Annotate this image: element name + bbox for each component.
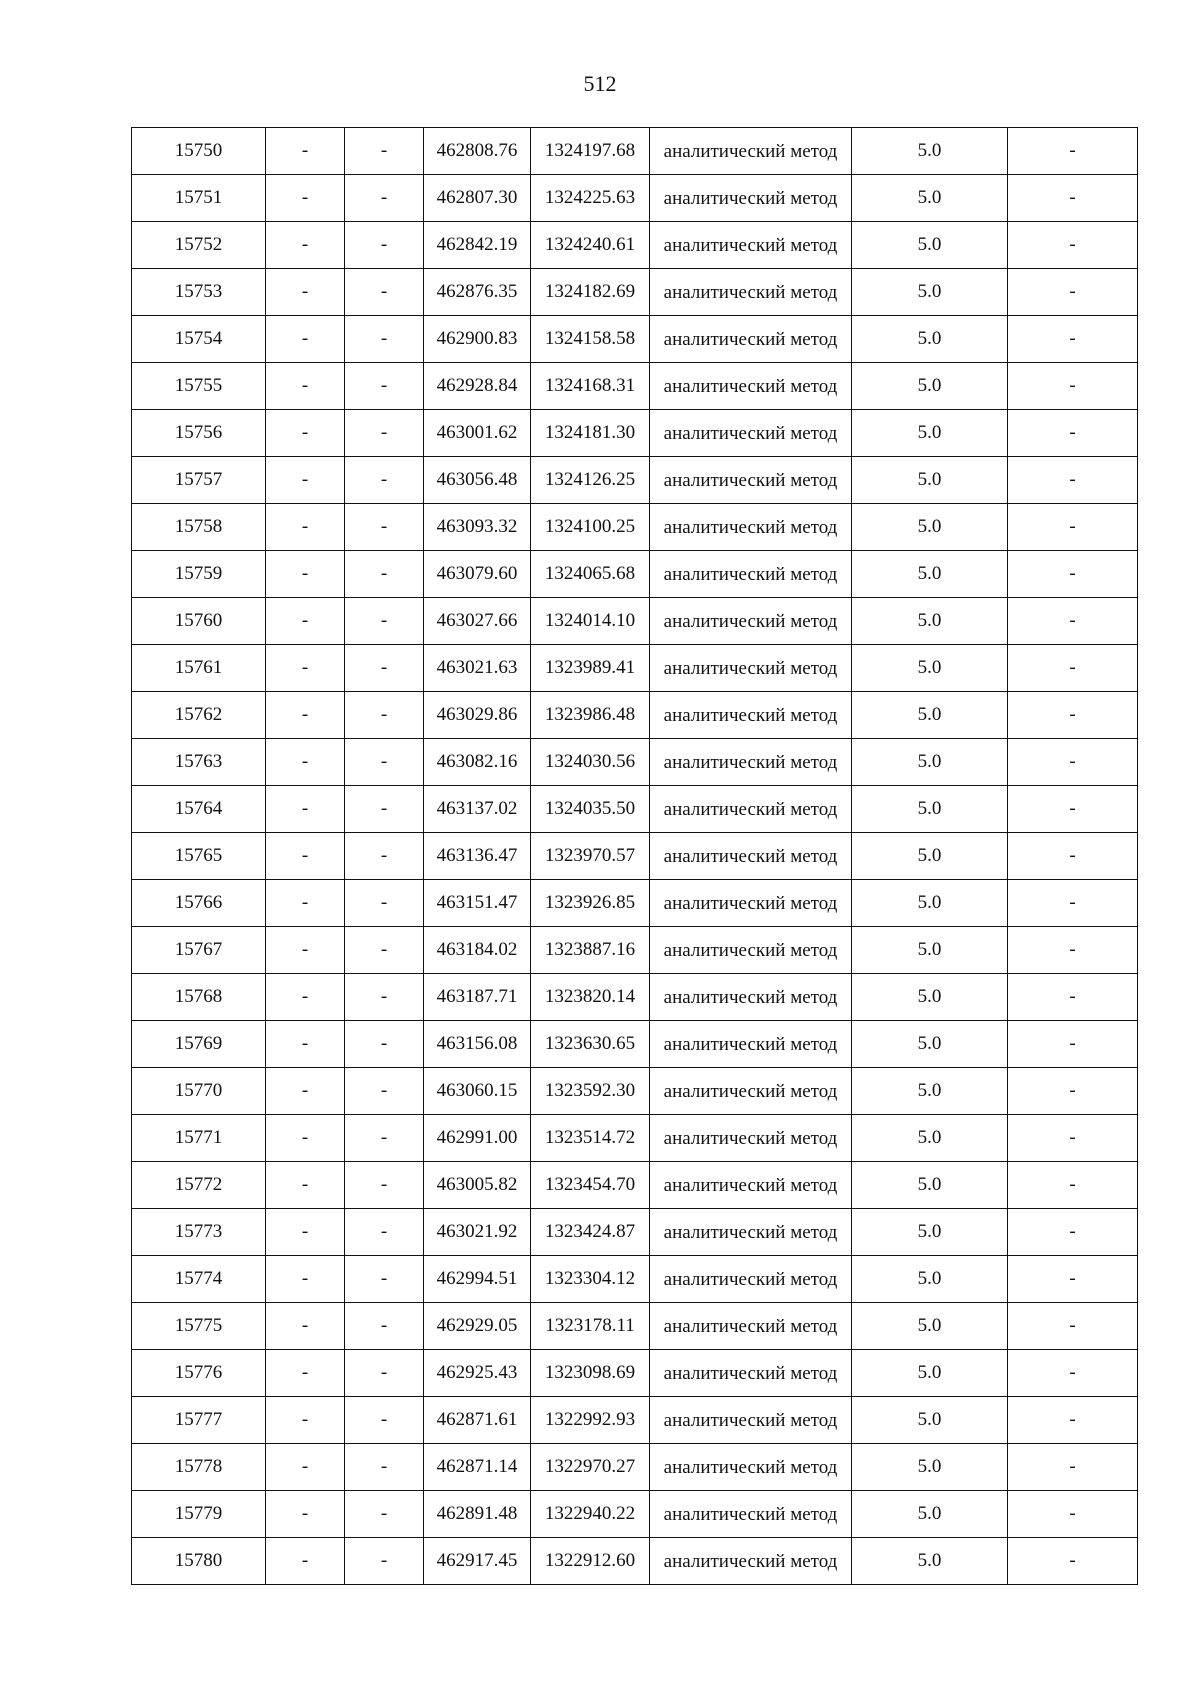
point-number-cell: 15752 (132, 222, 266, 269)
accuracy-cell: 5.0 (852, 504, 1008, 551)
dash-cell-3: - (1008, 363, 1138, 410)
table-row (132, 1491, 1138, 1538)
method-cell: аналитический метод (650, 833, 852, 880)
point-number-cell: 15768 (132, 974, 266, 1021)
dash-cell-1: - (266, 598, 345, 645)
dash-cell-2: - (345, 974, 424, 1021)
dash-cell-3: - (1008, 974, 1138, 1021)
x-coordinate-cell: 462876.35 (424, 269, 531, 316)
dash-cell-1: - (266, 316, 345, 363)
dash-cell-2: - (345, 410, 424, 457)
table-row (132, 222, 1138, 269)
dash-cell-1: - (266, 1397, 345, 1444)
accuracy-cell: 5.0 (852, 1021, 1008, 1068)
accuracy-cell: 5.0 (852, 128, 1008, 175)
method-cell: аналитический метод (650, 1162, 852, 1209)
point-number-cell: 15763 (132, 739, 266, 786)
dash-cell-3: - (1008, 175, 1138, 222)
table-row (132, 786, 1138, 833)
dash-cell-1: - (266, 1021, 345, 1068)
y-coordinate-cell: 1323592.30 (531, 1068, 650, 1115)
accuracy-cell: 5.0 (852, 1538, 1008, 1585)
x-coordinate-cell: 463137.02 (424, 786, 531, 833)
point-number-cell: 15777 (132, 1397, 266, 1444)
dash-cell-2: - (345, 927, 424, 974)
method-cell: аналитический метод (650, 1350, 852, 1397)
dash-cell-1: - (266, 1115, 345, 1162)
dash-cell-3: - (1008, 1491, 1138, 1538)
point-number-cell: 15773 (132, 1209, 266, 1256)
table-row (132, 833, 1138, 880)
table-row (132, 692, 1138, 739)
method-cell: аналитический метод (650, 1209, 852, 1256)
method-cell: аналитический метод (650, 692, 852, 739)
y-coordinate-cell: 1323514.72 (531, 1115, 650, 1162)
accuracy-cell: 5.0 (852, 1350, 1008, 1397)
accuracy-cell: 5.0 (852, 1397, 1008, 1444)
x-coordinate-cell: 462994.51 (424, 1256, 531, 1303)
y-coordinate-cell: 1323424.87 (531, 1209, 650, 1256)
dash-cell-2: - (345, 739, 424, 786)
dash-cell-1: - (266, 410, 345, 457)
point-number-cell: 15762 (132, 692, 266, 739)
dash-cell-1: - (266, 128, 345, 175)
y-coordinate-cell: 1323887.16 (531, 927, 650, 974)
dash-cell-1: - (266, 1162, 345, 1209)
table-row (132, 1538, 1138, 1585)
accuracy-cell: 5.0 (852, 222, 1008, 269)
x-coordinate-cell: 463005.82 (424, 1162, 531, 1209)
x-coordinate-cell: 463184.02 (424, 927, 531, 974)
x-coordinate-cell: 463079.60 (424, 551, 531, 598)
method-cell: аналитический метод (650, 974, 852, 1021)
accuracy-cell: 5.0 (852, 175, 1008, 222)
dash-cell-2: - (345, 1115, 424, 1162)
dash-cell-3: - (1008, 1538, 1138, 1585)
accuracy-cell: 5.0 (852, 1115, 1008, 1162)
method-cell: аналитический метод (650, 222, 852, 269)
accuracy-cell: 5.0 (852, 974, 1008, 1021)
dash-cell-3: - (1008, 128, 1138, 175)
dash-cell-2: - (345, 222, 424, 269)
dash-cell-2: - (345, 504, 424, 551)
dash-cell-2: - (345, 1491, 424, 1538)
dash-cell-2: - (345, 363, 424, 410)
x-coordinate-cell: 463021.92 (424, 1209, 531, 1256)
y-coordinate-cell: 1323178.11 (531, 1303, 650, 1350)
accuracy-cell: 5.0 (852, 1209, 1008, 1256)
y-coordinate-cell: 1323926.85 (531, 880, 650, 927)
dash-cell-1: - (266, 786, 345, 833)
method-cell: аналитический метод (650, 645, 852, 692)
dash-cell-1: - (266, 1303, 345, 1350)
y-coordinate-cell: 1323098.69 (531, 1350, 650, 1397)
dash-cell-2: - (345, 598, 424, 645)
point-number-cell: 15766 (132, 880, 266, 927)
y-coordinate-cell: 1322970.27 (531, 1444, 650, 1491)
method-cell: аналитический метод (650, 1021, 852, 1068)
y-coordinate-cell: 1324168.31 (531, 363, 650, 410)
x-coordinate-cell: 463093.32 (424, 504, 531, 551)
table-row (132, 363, 1138, 410)
x-coordinate-cell: 462929.05 (424, 1303, 531, 1350)
dash-cell-3: - (1008, 880, 1138, 927)
point-number-cell: 15770 (132, 1068, 266, 1115)
method-cell: аналитический метод (650, 551, 852, 598)
table-row (132, 504, 1138, 551)
dash-cell-3: - (1008, 316, 1138, 363)
dash-cell-3: - (1008, 1162, 1138, 1209)
x-coordinate-cell: 463021.63 (424, 645, 531, 692)
y-coordinate-cell: 1322940.22 (531, 1491, 650, 1538)
accuracy-cell: 5.0 (852, 1491, 1008, 1538)
accuracy-cell: 5.0 (852, 598, 1008, 645)
point-number-cell: 15754 (132, 316, 266, 363)
dash-cell-2: - (345, 128, 424, 175)
x-coordinate-cell: 462807.30 (424, 175, 531, 222)
point-number-cell: 15767 (132, 927, 266, 974)
method-cell: аналитический метод (650, 457, 852, 504)
table-row (132, 739, 1138, 786)
x-coordinate-cell: 462928.84 (424, 363, 531, 410)
method-cell: аналитический метод (650, 410, 852, 457)
dash-cell-1: - (266, 692, 345, 739)
dash-cell-1: - (266, 504, 345, 551)
dash-cell-3: - (1008, 269, 1138, 316)
dash-cell-1: - (266, 927, 345, 974)
dash-cell-3: - (1008, 1350, 1138, 1397)
accuracy-cell: 5.0 (852, 1162, 1008, 1209)
table-row (132, 128, 1138, 175)
point-number-cell: 15759 (132, 551, 266, 598)
point-number-cell: 15753 (132, 269, 266, 316)
dash-cell-3: - (1008, 504, 1138, 551)
x-coordinate-cell: 462925.43 (424, 1350, 531, 1397)
accuracy-cell: 5.0 (852, 457, 1008, 504)
dash-cell-3: - (1008, 1021, 1138, 1068)
y-coordinate-cell: 1323820.14 (531, 974, 650, 1021)
accuracy-cell: 5.0 (852, 1303, 1008, 1350)
table-row (132, 1397, 1138, 1444)
accuracy-cell: 5.0 (852, 880, 1008, 927)
x-coordinate-cell: 462871.14 (424, 1444, 531, 1491)
x-coordinate-cell: 463027.66 (424, 598, 531, 645)
x-coordinate-cell: 462900.83 (424, 316, 531, 363)
method-cell: аналитический метод (650, 927, 852, 974)
y-coordinate-cell: 1324197.68 (531, 128, 650, 175)
point-number-cell: 15779 (132, 1491, 266, 1538)
x-coordinate-cell: 463029.86 (424, 692, 531, 739)
point-number-cell: 15765 (132, 833, 266, 880)
table-row (132, 1256, 1138, 1303)
dash-cell-3: - (1008, 645, 1138, 692)
method-cell: аналитический метод (650, 1303, 852, 1350)
dash-cell-1: - (266, 645, 345, 692)
table-row (132, 175, 1138, 222)
point-number-cell: 15772 (132, 1162, 266, 1209)
x-coordinate-cell: 463060.15 (424, 1068, 531, 1115)
accuracy-cell: 5.0 (852, 551, 1008, 598)
table-row (132, 1068, 1138, 1115)
dash-cell-2: - (345, 457, 424, 504)
table-row (132, 1303, 1138, 1350)
dash-cell-1: - (266, 1068, 345, 1115)
x-coordinate-cell: 463082.16 (424, 739, 531, 786)
table-row (132, 457, 1138, 504)
method-cell: аналитический метод (650, 1397, 852, 1444)
dash-cell-3: - (1008, 833, 1138, 880)
accuracy-cell: 5.0 (852, 410, 1008, 457)
dash-cell-3: - (1008, 1209, 1138, 1256)
method-cell: аналитический метод (650, 1538, 852, 1585)
dash-cell-2: - (345, 1303, 424, 1350)
dash-cell-1: - (266, 739, 345, 786)
dash-cell-1: - (266, 363, 345, 410)
dash-cell-3: - (1008, 1256, 1138, 1303)
method-cell: аналитический метод (650, 175, 852, 222)
x-coordinate-cell: 462808.76 (424, 128, 531, 175)
dash-cell-1: - (266, 1444, 345, 1491)
dash-cell-3: - (1008, 1068, 1138, 1115)
point-number-cell: 15758 (132, 504, 266, 551)
x-coordinate-cell: 462991.00 (424, 1115, 531, 1162)
point-number-cell: 15764 (132, 786, 266, 833)
accuracy-cell: 5.0 (852, 739, 1008, 786)
method-cell: аналитический метод (650, 1256, 852, 1303)
method-cell: аналитический метод (650, 128, 852, 175)
table-row (132, 1209, 1138, 1256)
y-coordinate-cell: 1324181.30 (531, 410, 650, 457)
point-number-cell: 15780 (132, 1538, 266, 1585)
dash-cell-3: - (1008, 739, 1138, 786)
y-coordinate-cell: 1324035.50 (531, 786, 650, 833)
x-coordinate-cell: 462871.61 (424, 1397, 531, 1444)
method-cell: аналитический метод (650, 269, 852, 316)
point-number-cell: 15756 (132, 410, 266, 457)
page-number: 512 (583, 71, 617, 96)
point-number-cell: 15771 (132, 1115, 266, 1162)
dash-cell-1: - (266, 880, 345, 927)
table-row (132, 974, 1138, 1021)
dash-cell-2: - (345, 833, 424, 880)
point-number-cell: 15776 (132, 1350, 266, 1397)
dash-cell-1: - (266, 1256, 345, 1303)
accuracy-cell: 5.0 (852, 363, 1008, 410)
dash-cell-3: - (1008, 598, 1138, 645)
point-number-cell: 15755 (132, 363, 266, 410)
dash-cell-1: - (266, 269, 345, 316)
table-row (132, 1162, 1138, 1209)
x-coordinate-cell: 463001.62 (424, 410, 531, 457)
dash-cell-1: - (266, 1491, 345, 1538)
coordinates-table (131, 127, 1138, 1585)
x-coordinate-cell: 463151.47 (424, 880, 531, 927)
dash-cell-2: - (345, 1068, 424, 1115)
y-coordinate-cell: 1323989.41 (531, 645, 650, 692)
dash-cell-2: - (345, 1162, 424, 1209)
dash-cell-1: - (266, 457, 345, 504)
dash-cell-1: - (266, 1209, 345, 1256)
x-coordinate-cell: 462842.19 (424, 222, 531, 269)
dash-cell-2: - (345, 645, 424, 692)
x-coordinate-cell: 463156.08 (424, 1021, 531, 1068)
dash-cell-2: - (345, 551, 424, 598)
x-coordinate-cell: 462917.45 (424, 1538, 531, 1585)
accuracy-cell: 5.0 (852, 927, 1008, 974)
dash-cell-2: - (345, 1256, 424, 1303)
table-row (132, 1350, 1138, 1397)
x-coordinate-cell: 462891.48 (424, 1491, 531, 1538)
y-coordinate-cell: 1322912.60 (531, 1538, 650, 1585)
y-coordinate-cell: 1324030.56 (531, 739, 650, 786)
method-cell: аналитический метод (650, 316, 852, 363)
method-cell: аналитический метод (650, 786, 852, 833)
dash-cell-1: - (266, 175, 345, 222)
point-number-cell: 15769 (132, 1021, 266, 1068)
method-cell: аналитический метод (650, 504, 852, 551)
table-row (132, 1021, 1138, 1068)
coordinates-table-body (132, 128, 1138, 1585)
method-cell: аналитический метод (650, 1068, 852, 1115)
accuracy-cell: 5.0 (852, 269, 1008, 316)
y-coordinate-cell: 1323986.48 (531, 692, 650, 739)
point-number-cell: 15757 (132, 457, 266, 504)
point-number-cell: 15778 (132, 1444, 266, 1491)
dash-cell-3: - (1008, 786, 1138, 833)
dash-cell-2: - (345, 1350, 424, 1397)
x-coordinate-cell: 463187.71 (424, 974, 531, 1021)
dash-cell-3: - (1008, 410, 1138, 457)
accuracy-cell: 5.0 (852, 786, 1008, 833)
accuracy-cell: 5.0 (852, 316, 1008, 363)
table-row (132, 269, 1138, 316)
dash-cell-3: - (1008, 222, 1138, 269)
y-coordinate-cell: 1324182.69 (531, 269, 650, 316)
y-coordinate-cell: 1324225.63 (531, 175, 650, 222)
dash-cell-3: - (1008, 457, 1138, 504)
dash-cell-1: - (266, 1350, 345, 1397)
dash-cell-3: - (1008, 1115, 1138, 1162)
x-coordinate-cell: 463136.47 (424, 833, 531, 880)
method-cell: аналитический метод (650, 739, 852, 786)
y-coordinate-cell: 1323630.65 (531, 1021, 650, 1068)
accuracy-cell: 5.0 (852, 645, 1008, 692)
table-row (132, 1444, 1138, 1491)
method-cell: аналитический метод (650, 1444, 852, 1491)
dash-cell-1: - (266, 551, 345, 598)
dash-cell-1: - (266, 222, 345, 269)
table-row (132, 598, 1138, 645)
accuracy-cell: 5.0 (852, 833, 1008, 880)
accuracy-cell: 5.0 (852, 692, 1008, 739)
method-cell: аналитический метод (650, 363, 852, 410)
table-row (132, 410, 1138, 457)
dash-cell-3: - (1008, 692, 1138, 739)
dash-cell-2: - (345, 1444, 424, 1491)
dash-cell-2: - (345, 880, 424, 927)
y-coordinate-cell: 1323304.12 (531, 1256, 650, 1303)
y-coordinate-cell: 1324240.61 (531, 222, 650, 269)
dash-cell-1: - (266, 974, 345, 1021)
point-number-cell: 15775 (132, 1303, 266, 1350)
table-row (132, 551, 1138, 598)
point-number-cell: 15774 (132, 1256, 266, 1303)
dash-cell-2: - (345, 1397, 424, 1444)
point-number-cell: 15760 (132, 598, 266, 645)
table-row (132, 316, 1138, 363)
dash-cell-2: - (345, 1021, 424, 1068)
dash-cell-1: - (266, 833, 345, 880)
accuracy-cell: 5.0 (852, 1068, 1008, 1115)
y-coordinate-cell: 1324065.68 (531, 551, 650, 598)
method-cell: аналитический метод (650, 598, 852, 645)
dash-cell-2: - (345, 1538, 424, 1585)
dash-cell-1: - (266, 1538, 345, 1585)
y-coordinate-cell: 1323970.57 (531, 833, 650, 880)
dash-cell-2: - (345, 269, 424, 316)
dash-cell-3: - (1008, 927, 1138, 974)
table-row (132, 927, 1138, 974)
y-coordinate-cell: 1323454.70 (531, 1162, 650, 1209)
dash-cell-2: - (345, 1209, 424, 1256)
dash-cell-3: - (1008, 1303, 1138, 1350)
y-coordinate-cell: 1324158.58 (531, 316, 650, 363)
dash-cell-2: - (345, 316, 424, 363)
x-coordinate-cell: 463056.48 (424, 457, 531, 504)
method-cell: аналитический метод (650, 1115, 852, 1162)
y-coordinate-cell: 1324014.10 (531, 598, 650, 645)
dash-cell-2: - (345, 692, 424, 739)
table-row (132, 1115, 1138, 1162)
y-coordinate-cell: 1324100.25 (531, 504, 650, 551)
dash-cell-3: - (1008, 1444, 1138, 1491)
point-number-cell: 15761 (132, 645, 266, 692)
method-cell: аналитический метод (650, 880, 852, 927)
dash-cell-3: - (1008, 1397, 1138, 1444)
dash-cell-2: - (345, 786, 424, 833)
dash-cell-2: - (345, 175, 424, 222)
y-coordinate-cell: 1324126.25 (531, 457, 650, 504)
point-number-cell: 15750 (132, 128, 266, 175)
table-row (132, 645, 1138, 692)
accuracy-cell: 5.0 (852, 1256, 1008, 1303)
method-cell: аналитический метод (650, 1491, 852, 1538)
point-number-cell: 15751 (132, 175, 266, 222)
table-row (132, 880, 1138, 927)
dash-cell-3: - (1008, 551, 1138, 598)
accuracy-cell: 5.0 (852, 1444, 1008, 1491)
y-coordinate-cell: 1322992.93 (531, 1397, 650, 1444)
